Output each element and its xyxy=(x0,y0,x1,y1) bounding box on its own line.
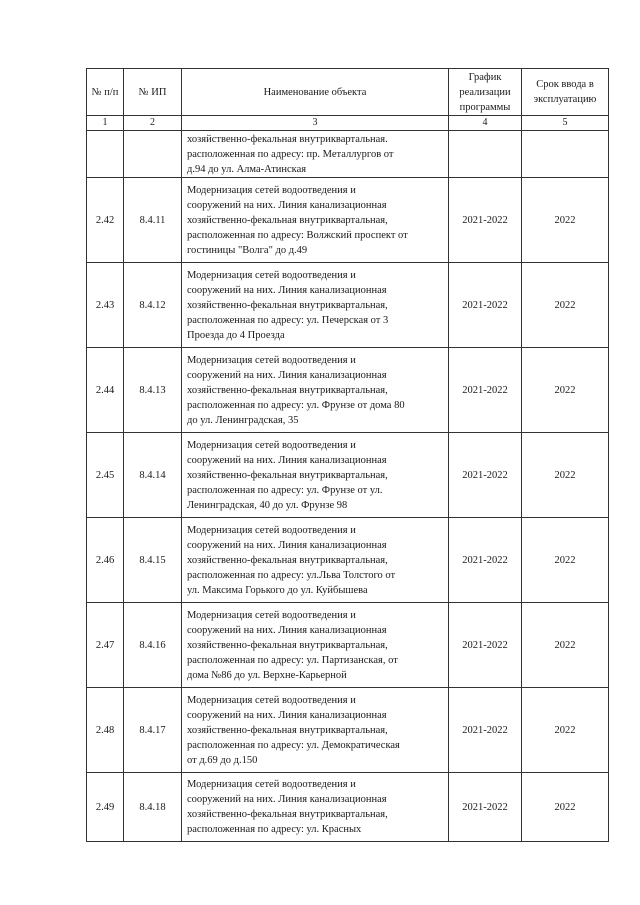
table-row xyxy=(87,773,609,842)
name-line: хозяйственно-фекальная внутриквартальная, xyxy=(187,214,388,226)
name-line: сооружений на них. Линия канализационная xyxy=(187,624,387,636)
column-index: 5 xyxy=(522,116,609,131)
name-line: Модернизация сетей водоотведения и xyxy=(187,694,356,706)
row-object-name xyxy=(182,688,449,773)
row-commissioning-year: 2022 xyxy=(522,433,609,518)
row-schedule: 2021-2022 xyxy=(449,518,522,603)
name-line: д.94 до ул. Алма-Атинская xyxy=(187,163,307,175)
name-line: расположенная по адресу: ул. Печерская от 3 xyxy=(187,314,389,326)
name-line: Модернизация сетей водоотведения и xyxy=(187,609,356,621)
name-line: до ул. Ленинградская, 35 xyxy=(187,414,299,426)
row-commissioning-year: 2022 xyxy=(522,178,609,263)
row-ip-number xyxy=(124,131,182,178)
name-line: Модернизация сетей водоотведения и xyxy=(187,779,356,790)
name-line: сооружений на них. Линия канализационная xyxy=(187,369,387,381)
table-row xyxy=(87,433,609,518)
header-term: Срок ввода в эксплуатацию xyxy=(522,69,609,116)
row-schedule: 2021-2022 xyxy=(449,603,522,688)
row-ip-number: 8.4.16 xyxy=(124,603,182,688)
name-line: Проезда до 4 Проезда xyxy=(187,329,285,341)
name-line: сооружений на них. Линия канализационная xyxy=(187,284,387,296)
row-ip-number: 8.4.14 xyxy=(124,433,182,518)
column-index: 2 xyxy=(124,116,182,131)
column-index: 1 xyxy=(87,116,124,131)
row-ip-number: 8.4.11 xyxy=(124,178,182,263)
row-commissioning-year: 2022 xyxy=(522,603,609,688)
row-number: 2.47 xyxy=(87,603,124,688)
name-line: хозяйственно-фекальная внутриквартальная, xyxy=(187,724,388,736)
name-line: от д.69 до д.150 xyxy=(187,754,258,766)
name-line: сооружений на них. Линия канализационная xyxy=(187,454,387,466)
row-schedule: 2021-2022 xyxy=(449,263,522,348)
header-row xyxy=(87,69,609,116)
name-line: хозяйственно-фекальная внутриквартальная, xyxy=(187,299,388,311)
row-schedule: 2021-2022 xyxy=(449,433,522,518)
name-line: расположенная по адресу: ул. Демократическая xyxy=(187,739,400,751)
row-commissioning-year: 2022 xyxy=(522,263,609,348)
row-number: 2.45 xyxy=(87,433,124,518)
name-line: Модернизация сетей водоотведения и xyxy=(187,439,356,451)
row-number: 2.48 xyxy=(87,688,124,773)
row-number xyxy=(87,131,124,178)
column-index: 4 xyxy=(449,116,522,131)
row-object-name xyxy=(182,131,449,178)
name-line: хозяйственно-фекальная внутриквартальная, xyxy=(187,384,388,396)
row-number: 2.43 xyxy=(87,263,124,348)
document-page xyxy=(86,68,608,842)
row-schedule: 2021-2022 xyxy=(449,348,522,433)
table-row xyxy=(87,178,609,263)
projects-table xyxy=(86,68,609,842)
row-object-name xyxy=(182,178,449,263)
name-line: расположенная по адресу: ул. Фрунзе от дома 80 xyxy=(187,399,405,411)
row-commissioning-year xyxy=(522,131,609,178)
column-index: 3 xyxy=(182,116,449,131)
name-line: ул. Максима Горького до ул. Куйбышева xyxy=(187,584,368,596)
name-line: хозяйственно-фекальная внутриквартальная, xyxy=(187,554,388,566)
table-row-continuation xyxy=(87,131,609,178)
name-line: сооружений на них. Линия канализационная xyxy=(187,794,387,805)
row-object-name xyxy=(182,518,449,603)
table-row xyxy=(87,688,609,773)
row-schedule xyxy=(449,131,522,178)
column-index-row xyxy=(87,116,609,131)
table-body xyxy=(87,131,609,842)
name-line: сооружений на них. Линия канализационная xyxy=(187,199,387,211)
row-number: 2.46 xyxy=(87,518,124,603)
row-number: 2.49 xyxy=(87,773,124,842)
header-num: № п/п xyxy=(87,69,124,116)
header-ip: № ИП xyxy=(124,69,182,116)
row-object-name xyxy=(182,348,449,433)
name-line: хозяйственно-фекальная внутриквартальная, xyxy=(187,469,388,481)
name-line: расположенная по адресу: ул. Фрунзе от ул. xyxy=(187,484,383,496)
row-schedule: 2021-2022 xyxy=(449,688,522,773)
row-commissioning-year: 2022 xyxy=(522,518,609,603)
name-line: Ленинградская, 40 до ул. Фрунзе 98 xyxy=(187,499,348,511)
row-schedule: 2021-2022 xyxy=(449,178,522,263)
header-schedule: График реализации программы xyxy=(449,69,522,116)
name-line: расположенная по адресу: ул. Партизанская, от xyxy=(187,654,398,666)
row-object-name xyxy=(182,433,449,518)
name-line: расположенная по адресу: ул. Красных xyxy=(187,824,362,835)
table-row xyxy=(87,518,609,603)
name-line: Модернизация сетей водоотведения и xyxy=(187,184,356,196)
row-number: 2.42 xyxy=(87,178,124,263)
row-object-name xyxy=(182,263,449,348)
row-ip-number: 8.4.17 xyxy=(124,688,182,773)
row-ip-number: 8.4.13 xyxy=(124,348,182,433)
name-line: сооружений на них. Линия канализационная xyxy=(187,539,387,551)
table-row xyxy=(87,603,609,688)
row-commissioning-year: 2022 xyxy=(522,773,609,842)
name-line: расположенная по адресу: Волжский проспект от xyxy=(187,229,408,241)
row-ip-number: 8.4.18 xyxy=(124,773,182,842)
table-row xyxy=(87,263,609,348)
name-line: Модернизация сетей водоотведения и xyxy=(187,354,356,366)
table-row xyxy=(87,348,609,433)
name-line: хозяйственно-фекальная внутриквартальная. xyxy=(187,133,388,145)
name-line: дома №86 до ул. Верхне-Карьерной xyxy=(187,669,347,681)
row-number: 2.44 xyxy=(87,348,124,433)
name-line: гостиницы "Волга" до д.49 xyxy=(187,244,308,256)
name-line: расположенная по адресу: пр. Металлургов от xyxy=(187,148,394,160)
row-schedule: 2021-2022 xyxy=(449,773,522,842)
name-line: Модернизация сетей водоотведения и xyxy=(187,524,356,536)
name-line: расположенная по адресу: ул.Льва Толстого от xyxy=(187,569,396,581)
header-name: Наименование объекта xyxy=(182,69,449,116)
row-ip-number: 8.4.15 xyxy=(124,518,182,603)
row-commissioning-year: 2022 xyxy=(522,348,609,433)
name-line: Модернизация сетей водоотведения и xyxy=(187,269,356,281)
row-object-name xyxy=(182,603,449,688)
name-line: сооружений на них. Линия канализационная xyxy=(187,709,387,721)
row-commissioning-year: 2022 xyxy=(522,688,609,773)
row-ip-number: 8.4.12 xyxy=(124,263,182,348)
row-object-name xyxy=(182,773,449,842)
name-line: хозяйственно-фекальная внутриквартальная, xyxy=(187,809,388,820)
name-line: хозяйственно-фекальная внутриквартальная, xyxy=(187,639,388,651)
